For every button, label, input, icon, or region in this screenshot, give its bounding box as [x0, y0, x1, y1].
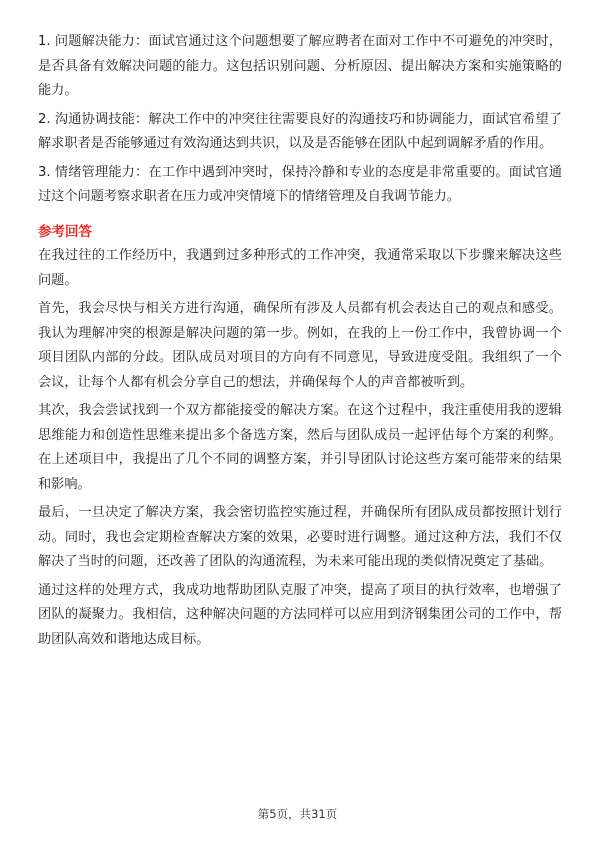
- answer-paragraph-2: 首先，我会尽快与相关方进行沟通，确保所有涉及人员都有机会表达自己的观点和感受。我认为理解冲突的根源是解决问题的第一步。例如，在我的上一份工作中，我曾协调一个项目团队内部的分歧。团队成员对项目的方向有不同意见，导致进度受阻。我组织了一个会议，让每个人都有机会分享自己的想法，并确保每个人的声音都被听到。: [38, 301, 562, 390]
- intro-paragraph-1: 1. 问题解决能力：面试官通过这个问题想要了解应聘者在面对工作中不可避免的冲突时，是否具备有效解决问题的能力。这包括识别问题、分析原因、提出解决方案和实施策略的能力。: [38, 34, 562, 98]
- answer-paragraph-1: 在我过往的工作经历中，我遇到过多种形式的工作冲突，我通常采取以下步骤来解决这些问题。: [38, 248, 562, 288]
- intro-paragraph-3: 3. 情绪管理能力：在工作中遇到冲突时，保持冷静和专业的态度是非常重要的。面试官通过这个问题考察求职者在压力或冲突情境下的情绪管理及自我调节能力。: [38, 164, 562, 204]
- answer-heading: 参考回答: [38, 223, 92, 240]
- answer-paragraph-5: 通过这样的处理方式，我成功地帮助团队克服了冲突，提高了项目的执行效率，也增强了团队的凝聚力。我相信，这种解决问题的方法同样可以应用到济钢集团公司的工作中，帮助团队高效和谐地达成目标。: [38, 582, 562, 647]
- intro-paragraph-2: 2. 沟通协调技能：解决工作中的冲突往往需要良好的沟通技巧和协调能力，面试官希望了解求职者是否能够通过有效沟通达到共识，以及是否能够在团队中起到调解矛盾的作用。: [38, 111, 562, 151]
- document-page: [38, 30, 562, 652]
- page-number-footer: 第5页，共31页: [257, 807, 338, 821]
- answer-paragraph-4: 最后，一旦决定了解决方案，我会密切监控实施过程，并确保所有团队成员都按照计划行动。同时，我也会定期检查解决方案的效果，必要时进行调整。通过这种方法，我们不仅解决了当时的问题，还改善了团队的沟通流程，为未来可能出现的类似情况奠定了基础。: [38, 505, 562, 569]
- answer-paragraph-3: 其次，我会尝试找到一个双方都能接受的解决方案。在这个过程中，我注重使用我的逻辑思维能力和创造性思维来提出多个备选方案，然后与团队成员一起评估每个方案的利弊。在上述项目中，我提出了几个不同的调整方案，并引导团队讨论这些方案可能带来的结果和影响。: [38, 403, 562, 492]
